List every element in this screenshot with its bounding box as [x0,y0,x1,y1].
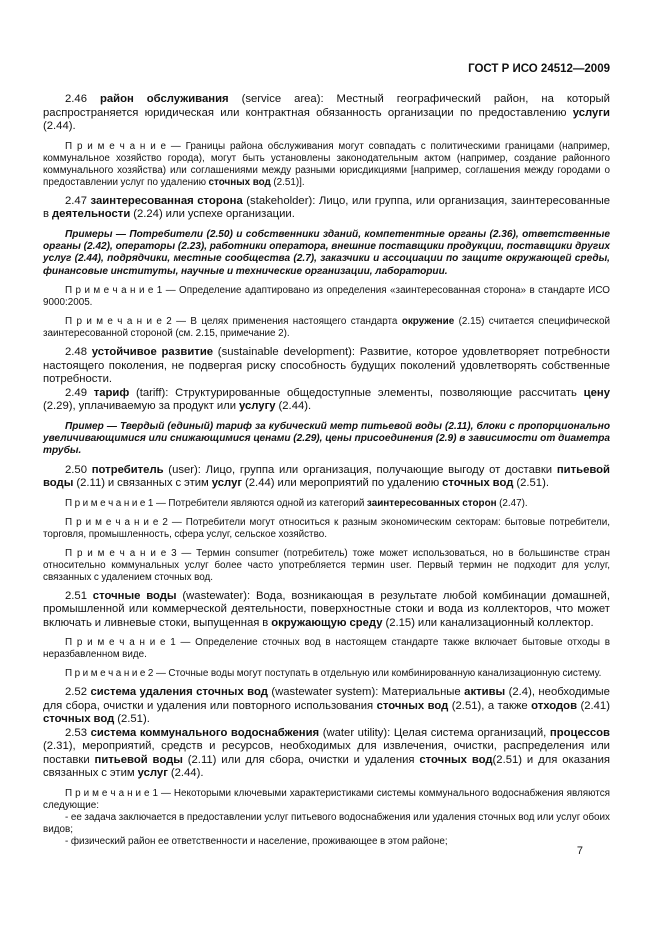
text-run: 2.52 [65,686,91,699]
term-reference: сточных вод [419,753,493,766]
definition-2-52 [43,686,610,727]
definition-2-46 [43,93,610,134]
examples-2-47 [43,229,610,279]
note-1-2-53 [43,788,610,812]
text-run: (tariff): Структурированные общедоступные элементы, позволяющие рассчитать [129,386,584,399]
text-run: - ее задача заключается в предоставлении услуг питьевого водоснабжения или удаления сточных вод или услуг обоих видов; [43,811,610,835]
text-run: (2.44). [275,400,312,413]
text-run: (2.15) или канализационный коллектор. [382,616,594,629]
text-run: (2.11) и связанных с этим [73,477,212,490]
term-reference: услугу [238,400,276,413]
term-reference: заинтересованная сторона [90,194,243,207]
term-reference: процессов [549,726,610,739]
text-run: (service area): Местный географический район, на который распространяется юридическая или контрактная обязанность организации по предоставлению [43,93,610,119]
text-run: П р и м е ч а н и е 1 — Определение адаптировано из определения «заинтересованная сторона» в стандарте ИСО 9000:2005. [43,285,610,309]
text-run: 2.53 [65,726,91,739]
text-run: (2.44) или мероприятий по удалению [242,477,443,490]
term-reference: окружающую среду [271,616,383,629]
term-reference: деятельности [51,208,131,220]
term-reference: услуги [572,106,610,119]
definition-2-51 [43,590,610,631]
definition-2-47 [43,195,610,222]
text-run: (stakeholder): Лицо, или группа, или организация, заинтересованные в [43,194,610,220]
text-run: (2.51)]. [270,176,305,188]
term-reference: сточных вод [43,713,115,726]
document-header: ГОСТ Р ИСО 24512—2009 [468,63,610,75]
text-run: П р и м е ч а н и е 3 — Термин consumer (потребитель) тоже может использоваться, но в большинстве стран относительно коммунальных услуг более часто употребляется термин user. Первый термин не подходит для услуг, связанных с удалением сточных вод. [43,547,610,583]
text-run: 2.50 [65,463,92,476]
note-2-2-47 [43,316,610,340]
note-1-2-50 [43,498,610,510]
text-run: П р и м е ч а н и е — Границы района обслуживания могут совпадать с политическими границами (например, коммунальное хозяйство города), могут быть установлены законодательным актом (например, создание районного коммунального хозяйства) или соглашениями между разными юрисдикциями [например, соглашения между городами о предоставлении услуг по удалению [43,140,610,188]
text-run: (water utility): Целая система организаций, [319,726,550,739]
text-run: П р и м е ч а н и е 1 — Потребители являются одной из категорий [65,497,367,509]
term-reference: потребитель [91,463,164,476]
text-run: П р и м е ч а н и е 1 — Некоторыми ключевыми характеристиками системы коммунального водоснабжения являются следующие: [43,787,610,811]
term-reference: заинтересованных сторон [366,497,497,509]
text-run: (2.4), необходимые для сбора, очистки и удаления или повторного использования [43,686,610,712]
text-run: - физический район ее ответственности и население, проживающее в этом районе; [65,835,448,847]
text-run: 2.46 [65,93,100,105]
text-run: П р и м е ч а н и е 2 — Сточные воды могут поступать в отдельную или комбинированную канализационную систему. [65,668,602,680]
text-run: 2.49 [65,386,94,399]
text-run: (2.24) или успехе организации. [130,208,295,220]
term-reference: отходов [531,699,578,712]
text-run: П р и м е ч а н и е 2 — Потребители могут относиться к разным экономическим секторам: бытовые потребители, торговля, промышленность, сфера услуг, сельское хозяйство. [43,516,610,540]
term-reference: услуг [137,767,168,780]
term-reference: питьевой воды [43,463,610,490]
term-reference: активы [464,686,506,699]
definition-2-48 [43,346,610,387]
term-reference: услуг [211,477,243,490]
document-content [43,93,610,848]
example-2-49 [43,421,610,458]
term-reference: сточных вод [442,477,514,490]
text-run: (2.51), а также [448,699,532,712]
text-run: (2.44). [43,120,76,132]
term-reference: сточные воды [92,589,177,602]
text-run: (2.15) считается специфической заинтересованной стороной (см. 2.15, примечание 2). [43,316,610,340]
text-run: (sustainable development): Развитие, которое удовлетворяет потребности настоящего поколения, не подвергая риску способность будущих поколений удовлетворять собственные потребности. [43,346,610,386]
note-1-2-51 [43,637,610,661]
definition-2-50 [43,464,610,491]
term-reference: сточных вод [208,176,271,188]
term-reference: цену [583,386,610,399]
definition-2-53 [43,727,610,781]
note-3-2-50 [43,548,610,584]
text-run: (2.29), уплачиваемую за продукт или [43,400,239,413]
term-reference: тариф [93,386,130,399]
note-1-2-53-list-item-2 [43,836,610,848]
text-run: Пример — Твердый (единый) тариф за кубический метр питьевой воды (2.11), блоки с пропорционально увеличивающимися или снижающимися ценами (2.29), цены присоединения (2.9) в зависимости от диаметра трубы. [43,420,610,457]
definition-2-49 [43,387,610,414]
term-reference: система удаления сточных вод [90,686,268,699]
term-reference: питьевой воды [94,753,183,766]
text-run: 2.48 [65,346,92,359]
text-run: (wastewater): Вода, возникающая в результате любой комбинации домашней, промышленной или коммерческой деятельности, поверхностные стоки и вода из коллекторов, что может включать и ливневые стоки, выпущенная в [43,589,610,629]
text-run: Примеры — Потребители (2.50) и собственники зданий, компетентные органы (2.36), ответственные органы (2.42), операторы (2.23), работники оператора, внешние поставщики продукции, поставщики других услуг (2.44), подрядчики, местные сообщества (2.7), заказчики и ассоциации по защите окружающей среды, финансовые институты, научные и технические организации, лаборатории. [43,228,610,277]
text-run: П р и м е ч а н и е 1 — Определение сточных вод в настоящем стандарте также включает бытовые отходы в неразбавленном виде. [43,637,610,661]
text-run: (2.41) [577,699,610,712]
text-run: П р и м е ч а н и е 2 — В целях применения настоящего стандарта [65,316,402,328]
text-run: (2.47). [496,497,528,509]
text-run: 2.47 [65,194,91,207]
term-reference: система коммунального водоснабжения [90,726,320,739]
term-reference: окружение [401,316,455,328]
note-1-2-47 [43,285,610,309]
term-reference: район обслуживания [99,93,229,105]
note-1-2-53-list-item-1 [43,812,610,836]
note-2-2-51 [43,668,610,680]
text-run: (wastewater system): Материальные [267,686,465,699]
page-number: 7 [576,845,583,857]
note-2-2-50 [43,517,610,541]
text-run: 2.51 [65,589,93,602]
note-2-46 [43,141,610,189]
text-run: (2.51). [114,713,150,726]
text-run: (2.44). [167,767,204,780]
term-reference: устойчивое развитие [91,346,214,359]
text-run: (2.31), мероприятий, средств и ресурсов, необходимых для извлечения, очистки, распределения или поставки [43,740,610,766]
text-run: (2.51). [513,477,549,490]
text-run: (2.11) или для сбора, очистки и удаления [182,753,420,766]
term-reference: сточных вод [376,699,449,712]
text-run: (user): Лицо, группа или организация, получающие выгоду от доставки [163,463,557,476]
text-run: (2.51) и для оказания связанных с этим [43,753,610,780]
